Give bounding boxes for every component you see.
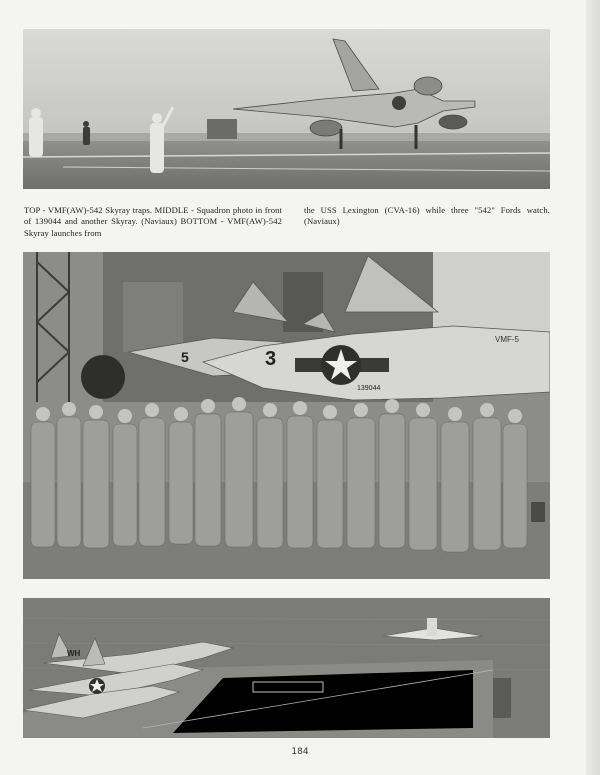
photo-fuselage-text: VMF-5: [495, 335, 519, 344]
caption-right-column: the USS Lexington (CVA-16) while three "542" Fords watch. (Naviaux): [304, 205, 550, 227]
photo-nose-number-left: 5: [181, 349, 189, 365]
photo-bottom-skyray-launch: [23, 598, 550, 738]
photo-middle-squadron-group: [23, 252, 550, 579]
photo-tail-letters: WH: [67, 649, 81, 658]
photo-bureau-number: 139044: [357, 385, 381, 392]
page-edge-shadow: [586, 0, 600, 775]
caption-left-column: TOP - VMF(AW)-542 Skyray traps. MIDDLE - Squadron photo in front of 139044 and another Skyray. (Naviaux) BOTTOM - VMF(AW)-542 Skyray launches from: [24, 205, 282, 238]
photo-nose-number-right: 3: [265, 348, 277, 370]
page-number: 184: [291, 747, 309, 757]
photo-top-skyray-trap: [23, 29, 550, 189]
